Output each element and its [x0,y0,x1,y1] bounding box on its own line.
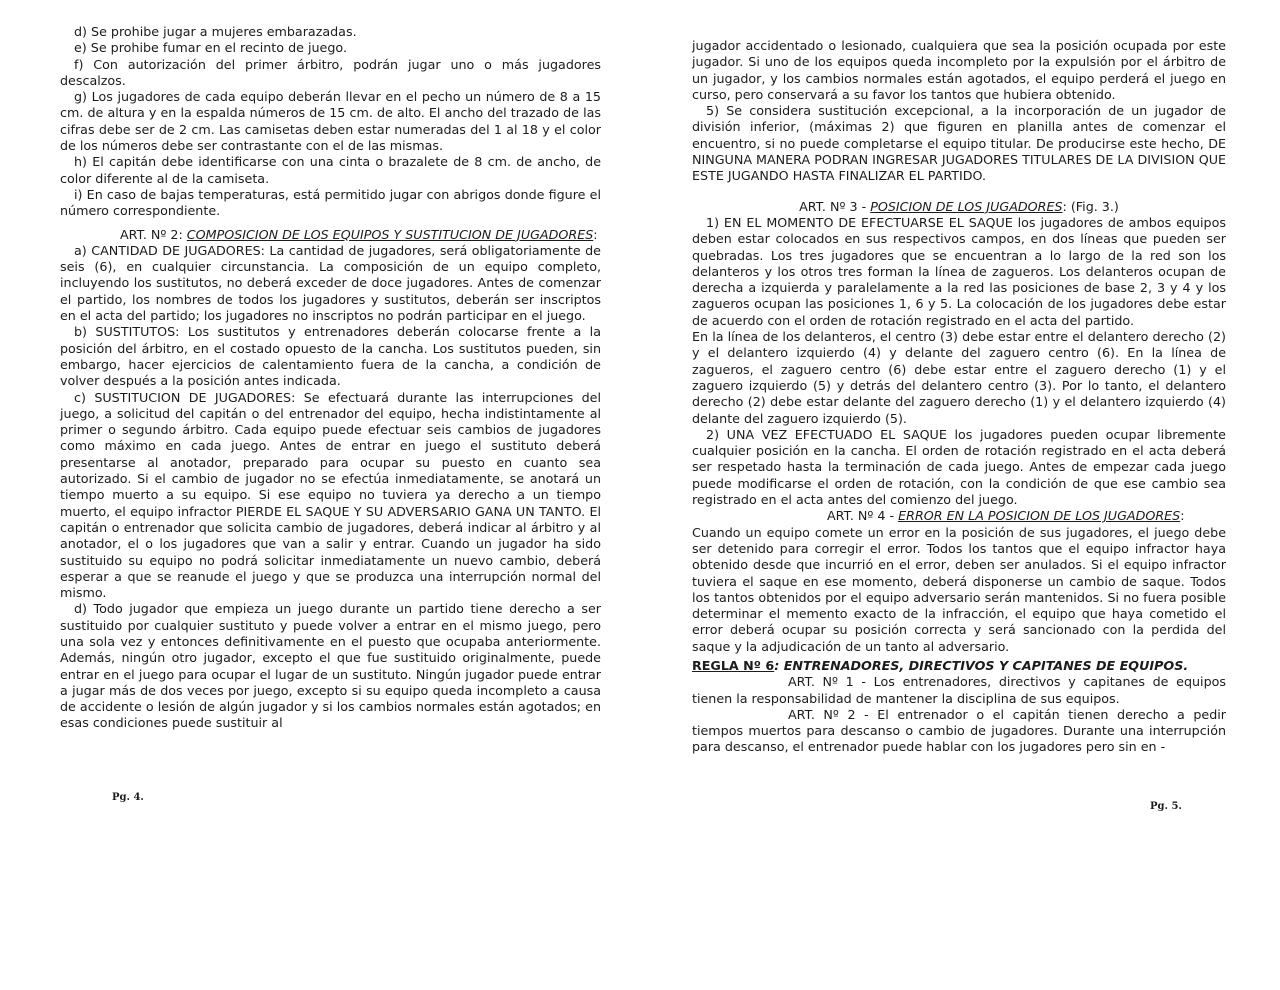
paragraph-2: 2) UNA VEZ EFECTUADO EL SAQUE los jugadores pueden ocupar libremente cualquier posición en la cancha. El orden de rotación registrado en el acta deberá ser respetado hasta la terminación de cada juego. Antes de empezar cada juego puede modificarse el orden de rotación, con la condición de que ese cambio sea registrado en el acta antes del comienzo del juego. [692,426,1226,508]
paragraph-1b: En la línea de los delanteros, el centro (3) debe estar entre el delantero derecho (2) y el delantero izquierdo (4) y delante del zaguero centro (6). En la línea de zagueros, el zaguero centro (6) debe estar entre el zaguero derecho (1) y el zaguero izquierdo (5) y detrás del delantero centro (3). Por lo tanto, el delantero derecho (2) debe estar delante del zaguero derecho (1) y el delantero izquierdo (4) delante del zaguero izquierdo (5). [692,329,1226,426]
art4-label: ART. Nº 4 - [827,508,895,524]
paragraph-5: 5) Se considera sustitución excepcional, a la incorporación de un jugador de división inferior, (máximas 2) que figuren en planilla antes de comenzar el encuentro, si no puede completarse el equipo titular. De producirse este hecho, DE NINGUNA MANERA PODRAN INGRESAR JUGADORES TITULARES DE LA DIVISION QUE ESTE JUGANDO HASTA FINALIZAR EL PARTIDO. [692,103,1226,184]
paragraph-d: d) Todo jugador que empieza un juego durante un partido tiene derecho a ser sustituido por cualquier sustituto y puede volver a entrar en el mismo juego, pero una sola vez y entonces definitivamente en el puesto que ocupaba anteriormente. Además, ningún otro jugador, excepto el que fue sustituido originalmente, puede entrar en el juego para ocupar el lugar de un sustituto. Ningún jugador puede entrar a jugar más de dos veces por juego, excepto si su equipo queda incompleto a causa de accidente o lesión de algún jugador y si los cambios normales están agotados; en esas condiciones puede sustituir al [60,601,601,731]
regla6-label: REGLA Nº 6 [692,657,775,673]
paragraph-r6-art2: ART. Nº 2 - El entrenador o el capitán tienen derecho a pedir tiempos muertos para descanso o cambio de jugadores. Durante una interrupción para descanso, el entrenador puede hablar con los jugadores pero sin en - [692,706,1226,755]
art3-title: POSICION DE LOS JUGADORES [870,198,1063,214]
page-number-right: Pg. 5. [1150,801,1182,812]
art3-suffix: : (Fig. 3.) [1062,198,1119,214]
paragraph-b: b) SUSTITUTOS: Los sustitutos y entrenadores deberán colocarse frente a la posición del árbitro, en el costado opuesto de la cancha. Los sustitutos pueden, sin embargo, hacer ejercicios de calentamiento fuera de la cancha, a condición de volver después a la posición antes indicada. [60,324,601,389]
art2-heading [60,227,601,243]
item-g: g) Los jugadores de cada equipo deberán llevar en el pecho un número de 8 a 15 cm. de altura y en la espalda números de 15 cm. de alto. El ancho del trazado de las cifras debe ser de 2 cm. Las camisetas deben estar numeradas del 1 al 18 y el color de los números debe ser contrastante con el de las mismas. [60,89,601,154]
left-page [60,24,601,732]
paragraph-c: c) SUSTITUCION DE JUGADORES: Se efectuará durante las interrupciones del juego, a solicitud del capitán o del entrenador del equipo, hecha indistintamente al primer o segundo árbitro. Cada equipo puede efectuar seis cambios de jugadores como máximo en cada juego. Antes de entrar en juego el sustituto deberá presentarse al anotador, preparado para ocupar su puesto en cuanto sea autorizado. Si el cambio de jugador no se efectúa inmediatamente, se anotará un tiempo muerto a su equipo. Si ese equipo no tuviera ya derecho a un tiempo muerto, el equipo infractor PIERDE EL SAQUE Y SU ADVERSARIO GANA UN TANTO. El capitán o entrenador que solicita cambio de jugadores, deberá indicar al árbitro y al anotador, el o los jugadores que van a salir y entrar. Cuando un jugador ha sido sustituido su equipo no podrá solicitar inmediatamente un nuevo cambio, deberá esperar a que se reanude el juego y que se produzca una interrupción normal del mismo. [60,389,601,601]
art4-heading [692,508,1226,524]
paragraph-continued: jugador accidentado o lesionado, cualquiera que sea la posición ocupada por este jugador. Si uno de los equipos queda incompleto por la expulsión por el árbitro de un jugador, y los cambios normales están agotados, el equipo perderá el juego en curso, pero conservará a su favor los tantos que hubiera obtenido. [692,38,1226,102]
right-page [692,38,1226,756]
regla6-title: : ENTRENADORES, DIRECTIVOS Y CAPITANES DE EQUIPOS. [774,657,1189,673]
paragraph-art4: Cuando un equipo comete un error en la posición de sus jugadores, el juego debe ser detenido para corregir el error. Todos los tantos que el equipo infractor haya obtenido desde que incurrió en el error, deben ser anulados. Si el equipo infractor tuviera el saque en ese momento, deberá disponerse un cambio de saque. Todos los tantos obtenidos por el equipo adversario serán mantenidos. Si no fuera posible determinar el memento exacto de la infracción, el equipo que haya cometido el error deberá ocupar su posición correcta y será sancionado con la perdida del saque y la adjudicación de un tanto al adversario. [692,524,1226,654]
item-d: d) Se prohibe jugar a mujeres embarazadas. [74,24,357,39]
item-f: f) Con autorización del primer árbitro, podrán jugar uno o más jugadores descalzos. [60,56,601,88]
art2-label: ART. Nº 2: [120,226,183,242]
art2-colon: : [593,226,598,242]
paragraph-r6-art1: ART. Nº 1 - Los entrenadores, directivos y capitanes de equipos tienen la responsabilidad de mantener la disciplina de sus equipos. [692,674,1226,706]
paragraph-1: 1) EN EL MOMENTO DE EFECTUARSE EL SAQUE los jugadores de ambos equipos deben estar colocados en sus respectivos campos, en dos líneas que pueden ser quebradas. Los tres jugadores que se encuentran a lo largo de la red son los delanteros y los otros tres forman la línea de zagueros. Los delanteros ocupan de derecha a izquierda y paralelamente a la red las posiciones de base 2, 3 y 4 y los zagueros ocupan las posiciones 1, 6 y 5. La colocación de los jugadores debe estar de acuerdo con el orden de rotación registrado en el acta del partido. [692,214,1226,328]
item-h: h) El capitán debe identificarse con una cinta o brazalete de 8 cm. de ancho, de color diferente al de la camiseta. [60,154,601,186]
spacer [692,185,1226,193]
item-e: e) Se prohibe fumar en el recinto de juego. [74,40,347,56]
art4-colon: : [1180,508,1185,524]
regla6-heading [692,658,1226,674]
art2-title: COMPOSICION DE LOS EQUIPOS Y SUSTITUCION DE JUGADORES [186,226,594,242]
art3-heading [692,199,1226,215]
paragraph-a: a) CANTIDAD DE JUGADORES: La cantidad de jugadores, será obligatoriamente de seis (6), en cualquier circunstancia. La composición de un equipo completo, incluyendo los sustitutos, no deberá exceder de doce jugadores. Antes de comenzar el partido, los nombres de todos los jugadores y sustitutos, deberán ser inscriptos en el acta del partido; los jugadores no inscriptos no podrán participar en el juego. [60,242,601,324]
page-number-left: Pg. 4. [112,792,144,803]
art4-title: ERROR EN LA POSICION DE LOS JUGADORES [898,508,1181,524]
art3-label: ART. Nº 3 - [799,198,867,214]
item-i: i) En caso de bajas temperaturas, está permitido jugar con abrigos donde figure el número correspondiente. [60,186,601,219]
